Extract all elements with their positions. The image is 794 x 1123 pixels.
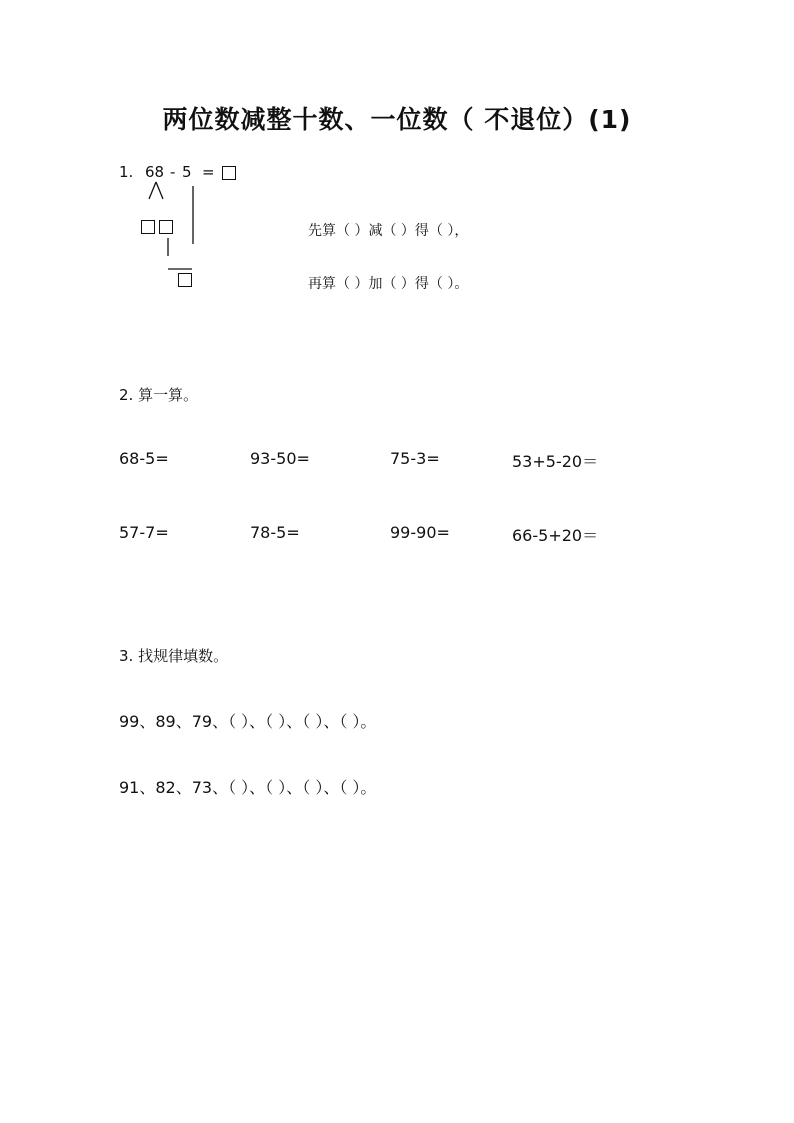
answer-box[interactable] bbox=[222, 166, 236, 180]
tens-box[interactable] bbox=[141, 220, 155, 234]
sequence-row: 99、89、79、（ ）、（ ）、（ ）、（ ）。 bbox=[119, 712, 377, 731]
result-box[interactable] bbox=[178, 273, 192, 287]
equation: 66-5+20＝ bbox=[512, 526, 599, 545]
equals-sign: = bbox=[202, 163, 215, 181]
equation: 68-5= bbox=[119, 449, 169, 468]
sequence-row: 91、82、73、（ ）、（ ）、（ ）、（ ）。 bbox=[119, 778, 377, 797]
question-3-heading: 3. 找规律填数。 bbox=[119, 647, 229, 665]
question-number: 1. bbox=[119, 163, 134, 181]
step2-text: 再算（ ）加（ ）得（ ）。 bbox=[308, 276, 469, 292]
equation: 99-90= bbox=[390, 523, 450, 542]
ones-box[interactable] bbox=[159, 220, 173, 234]
question-2-heading: 2. 算一算。 bbox=[119, 386, 199, 404]
equation: 75-3= bbox=[390, 449, 440, 468]
minuend: 68 bbox=[145, 163, 165, 181]
equation: 57-7= bbox=[119, 523, 169, 542]
split-diagram bbox=[140, 180, 210, 290]
minus-sign: - bbox=[170, 163, 176, 181]
equation: 53+5-20＝ bbox=[512, 452, 599, 471]
page-title: 两位数减整十数、一位数（ 不退位）(1) bbox=[162, 105, 632, 134]
equation: 93-50= bbox=[250, 449, 310, 468]
step1-text: 先算（ ）减（ ）得（ ）， bbox=[308, 223, 469, 239]
equation: 78-5= bbox=[250, 523, 300, 542]
subtrahend: 5 bbox=[182, 163, 192, 181]
